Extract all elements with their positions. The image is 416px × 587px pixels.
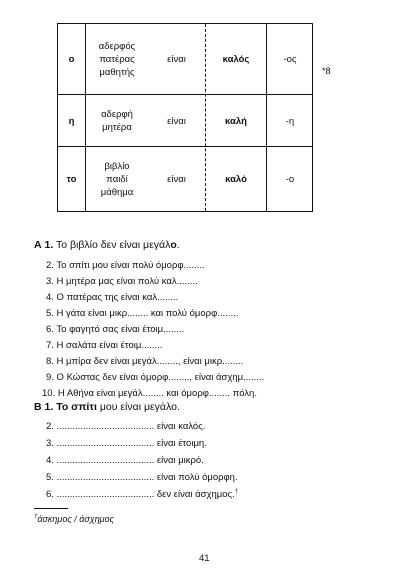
exercise-a-item: 8. Η μπίρα δεν είναι μεγάλ........, είναι μικρ........ xyxy=(46,356,244,367)
ending-cell: -η xyxy=(285,115,295,127)
article-cell: το xyxy=(66,174,77,185)
article-cell: η xyxy=(68,115,75,127)
exercise-a-item: 5. Η γάτα είναι μικρ........ και πολύ όμορφ........ xyxy=(46,308,239,319)
exercise-b-example-subject: Το σπίτι xyxy=(56,401,97,413)
page-number: 41 xyxy=(199,553,210,564)
exercise-b-item: 3. ..................................... είναι έτοιμη. xyxy=(46,438,207,449)
table-row-feminine xyxy=(58,94,312,147)
adjective-stem: καλ xyxy=(222,53,239,65)
example-text: Το βιβλίο δεν είναι μεγάλ xyxy=(56,239,171,251)
footnote-text: άσκημος / άσχημος xyxy=(37,514,114,524)
exercise-b-item: 5. ..................................... είναι πολύ όμορφη. xyxy=(46,472,238,483)
article-cell: ο xyxy=(68,53,75,65)
adjective-stem: καλ xyxy=(225,115,242,127)
adjective-ending: ός xyxy=(238,53,250,65)
adjective-stem: καλ xyxy=(225,174,242,185)
footnote-mark: † xyxy=(34,514,38,520)
footnote-marker: † xyxy=(234,488,239,495)
exercise-b-title xyxy=(34,401,180,413)
exercise-b-item xyxy=(46,489,238,500)
nouns-cell xyxy=(85,95,149,147)
table-row-neuter xyxy=(58,146,312,212)
noun: αδερφός xyxy=(98,40,136,52)
exercise-a-item: 2. Το σπίτι μου είναι πολύ όμορφ........ xyxy=(46,260,205,271)
exercise-b-item: 2. ..................................... είναι καλός. xyxy=(46,421,206,432)
exercise-a-item: 7. Η σαλάτα είναι έτοιμ........ xyxy=(46,340,163,351)
exercise-b-item: 4. ..................................... είναι μικρό. xyxy=(46,455,204,466)
noun: μαθητής xyxy=(99,66,135,78)
table-row-masculine xyxy=(58,24,312,94)
table-note: *8 xyxy=(322,66,331,76)
exercise-a-example xyxy=(56,239,180,251)
verb-cell: είναι xyxy=(167,174,186,185)
exercise-a-item: 10. Η Αθήνα είναι μεγάλ........ και όμορφ........ πόλη. xyxy=(42,388,257,399)
exercise-a-item: 9. Ο Κώστας δεν είναι όμορφ........, είναι άσχημ........ xyxy=(46,372,265,383)
noun: μάθημα xyxy=(100,187,134,198)
ending-cell: -ο xyxy=(285,174,295,185)
noun: μητέρα xyxy=(102,122,132,133)
adjective-cell xyxy=(206,24,266,94)
adjective-cell xyxy=(206,147,266,212)
verb-cell: είναι xyxy=(167,53,186,65)
example-ending: ο xyxy=(170,239,177,251)
example-period: . xyxy=(176,239,180,251)
verb-cell: είναι xyxy=(167,115,186,127)
noun: παιδί xyxy=(106,174,128,185)
exercise-b-label: Β 1. xyxy=(34,401,54,413)
footnote xyxy=(34,514,114,524)
exercise-a-title xyxy=(34,239,180,251)
exercise-b-example-rest: μου είναι μεγάλο. xyxy=(96,401,180,413)
adjective-ending-table xyxy=(57,23,313,212)
noun: βιβλίο xyxy=(104,161,130,172)
exercise-a-item: 4. Ο πατέρας της είναι καλ........ xyxy=(46,292,179,303)
nouns-cell xyxy=(85,147,149,212)
adjective-ending: ή xyxy=(241,115,247,127)
footnote-divider xyxy=(34,508,68,509)
nouns-cell xyxy=(85,24,149,94)
exercise-a-item: 6. Το φαγητό σας είναι έτοιμ........ xyxy=(46,324,185,335)
noun: πατέρας xyxy=(99,53,135,65)
adjective-cell xyxy=(206,95,266,147)
ending-cell: -ος xyxy=(283,53,297,65)
exercise-a-label: Α 1. xyxy=(34,239,54,251)
adjective-ending: ό xyxy=(241,174,247,185)
exercise-b-item-text: 6. ..................................... δεν είναι άσχημος. xyxy=(46,489,235,500)
noun: αδερφή xyxy=(101,109,133,120)
exercise-a-item: 3. Η μητέρα μας είναι πολύ καλ........ xyxy=(46,276,198,287)
